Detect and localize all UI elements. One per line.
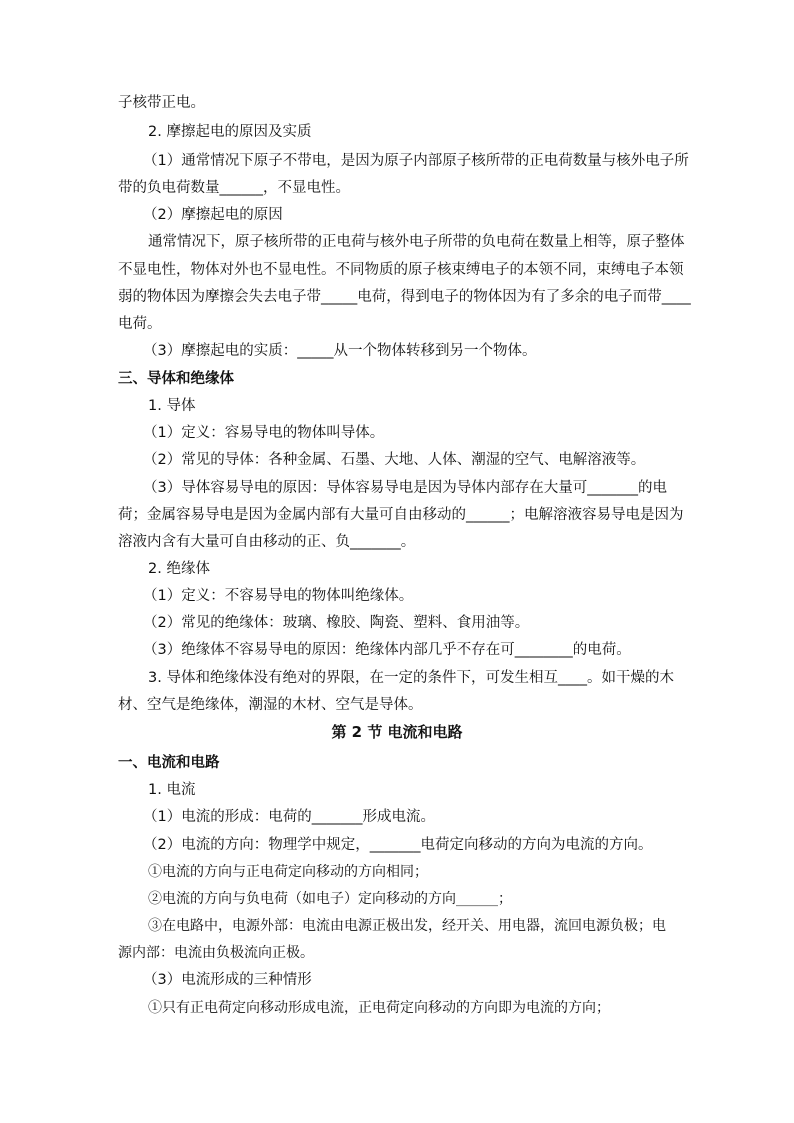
- section-heading: 一、电流和电路: [118, 755, 220, 771]
- text-line: 子核带正电。: [118, 95, 205, 111]
- text-line: 带的负电荷数量______，不显电性。: [118, 180, 350, 196]
- text-line: 源内部：电流由负极流向正极。: [118, 945, 314, 961]
- text-line: 荷；金属容易导电是因为金属内部有大量可自由移动的______；电解溶液容易导电是因为: [118, 507, 684, 523]
- text-line: 溶液内含有大量可自由移动的正、负_______。: [118, 534, 416, 550]
- subheading: 1. 导体: [148, 398, 196, 414]
- text-line: 材、空气是绝缘体，潮湿的木材、空气是导体。: [118, 697, 423, 713]
- subheading: 1. 电流: [148, 782, 196, 798]
- text-line: （1）定义：不容易导电的物体叫绝缘体。: [143, 588, 414, 604]
- subheading: 2. 摩擦起电的原因及实质: [148, 124, 312, 140]
- text-line: 弱的物体因为摩擦会失去电子带_____电荷，得到电子的物体因为有了多余的电子而带____: [118, 289, 691, 305]
- section-heading: 三、导体和绝缘体: [118, 371, 234, 387]
- list-item: ②电流的方向与负电荷（如电子）定向移动的方向______；: [148, 891, 512, 907]
- text-line: 3. 导体和绝缘体没有绝对的界限，在一定的条件下，可发生相互____。如干燥的木: [148, 670, 674, 686]
- text-line: （3）摩擦起电的实质：_____从一个物体转移到另一个物体。: [143, 343, 537, 359]
- text-line: （3）绝缘体不容易导电的原因：绝缘体内部几乎不存在可________的电荷。: [143, 642, 631, 658]
- list-item: ①电流的方向与正电荷定向移动的方向相同；: [148, 864, 428, 880]
- text-line: （3）导体容易导电的原因：导体容易导电是因为导体内部存在大量可_______的电: [143, 480, 667, 496]
- text-line: （1）通常情况下原子不带电，是因为原子内部原子核所带的正电荷数量与核外电子所: [143, 153, 689, 169]
- list-item: ③在电路中，电源外部：电流由电源正极出发，经开关、用电器，流回电源负极；电: [148, 918, 666, 934]
- text-line: （2）电流的方向：物理学中规定，_______电荷定向移动的方向为电流的方向。: [143, 837, 653, 853]
- subheading: （2）摩擦起电的原因: [143, 207, 283, 223]
- text-line: 电荷。: [118, 316, 162, 332]
- text-line: （1）电流的形成：电荷的_______形成电流。: [143, 809, 435, 825]
- text-line: （1）定义：容易导电的物体叫导体。: [143, 425, 385, 441]
- text-line: （2）常见的导体：各种金属、石墨、大地、人体、潮湿的空气、电解溶液等。: [143, 452, 646, 468]
- subheading: （3）电流形成的三种情形: [143, 972, 312, 988]
- text-line: （2）常见的绝缘体：玻璃、橡胶、陶瓷、塑料、食用油等。: [143, 615, 530, 631]
- text-line: 不显电性，物体对外也不显电性。不同物质的原子核束缚电子的本领不同，束缚电子本领: [118, 262, 684, 278]
- chapter-title: 第 2 节 电流和电路: [331, 723, 463, 741]
- list-item: ①只有正电荷定向移动形成电流，正电荷定向移动的方向即为电流的方向；: [148, 1000, 610, 1016]
- text-line: 通常情况下，原子核所带的正电荷与核外电子所带的负电荷在数量上相等，原子整体: [148, 234, 685, 250]
- subheading: 2. 绝缘体: [148, 561, 210, 577]
